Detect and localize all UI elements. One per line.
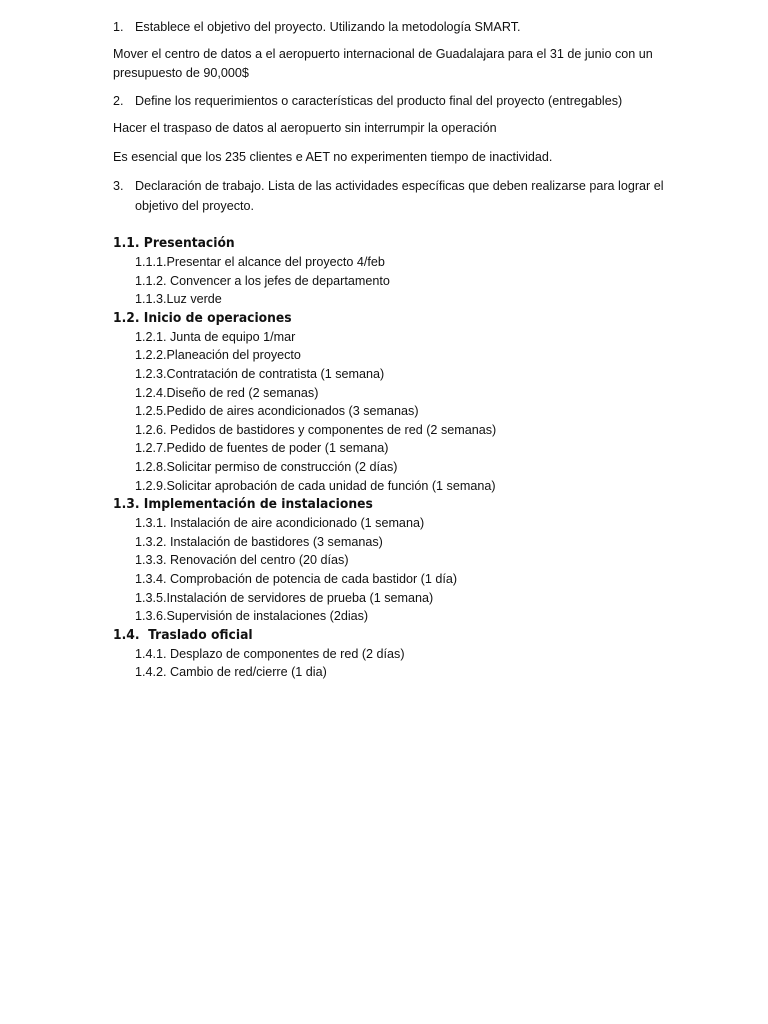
item-number: 3. — [113, 179, 124, 193]
list-item: 1.3.3. Renovación del centro (20 días) — [135, 553, 349, 568]
list-item: 1.4.1. Desplazo de componentes de red (2 días) — [135, 646, 405, 661]
numbered-item-requirements — [113, 91, 673, 111]
list-item: 1.2.5.Pedido de aires acondicionados (3 semanas) — [135, 404, 419, 419]
list-item: 1.2.4.Diseño de red (2 semanas) — [135, 385, 319, 400]
numbered-item-objective — [113, 17, 673, 37]
section-heading-inicio-operaciones: 1.2. Inicio de operaciones — [113, 310, 292, 326]
item-text: Define los requerimientos o características del producto final del proyecto (entregables) — [135, 94, 623, 108]
list-item: 1.3.2. Instalación de bastidores (3 semanas) — [135, 534, 383, 549]
list-item: 1.3.1. Instalación de aire acondicionado (1 semana) — [135, 516, 425, 531]
list-item: 1.2.6. Pedidos de bastidores y componentes de red (2 semanas) — [135, 422, 497, 437]
list-item: 1.2.3.Contratación de contratista (1 semana) — [135, 366, 385, 381]
section-heading-traslado-oficial: 1.4. Traslado oficial — [113, 627, 253, 643]
list-item: 1.1.2. Convencer a los jefes de departamento — [135, 273, 390, 288]
list-item: 1.1.1.Presentar el alcance del proyecto 4/feb — [135, 255, 385, 269]
list-item: 1.2.9.Solicitar aprobación de cada unidad de función (1 semana) — [135, 478, 496, 493]
list-item: 1.4.2. Cambio de red/cierre (1 dia) — [135, 665, 327, 680]
list-item: 1.1.3.Luz verde — [135, 292, 222, 307]
section-heading-presentacion: 1.1. Presentación — [113, 236, 235, 251]
numbered-item-statement-of-work — [113, 176, 673, 216]
item-text: Establece el objetivo del proyecto. Utilizando la metodología SMART. — [135, 20, 521, 34]
wbs-outline — [113, 234, 673, 682]
paragraph-objective-answer: Mover el centro de datos a el aeropuerto internacional de Guadalajara para el 31 de junio con un presupuesto de 90,000$ — [113, 47, 653, 80]
paragraph-requirement-1: Hacer el traspaso de datos al aeropuerto sin interrumpir la operación — [113, 121, 497, 135]
list-item: 1.2.8.Solicitar permiso de construcción (2 días) — [135, 459, 398, 474]
item-number: 2. — [113, 94, 124, 108]
item-text: Declaración de trabajo. Lista de las actividades específicas que deben realizarse para lograr el objetivo del proyecto. — [135, 179, 664, 213]
list-item: 1.3.4. Comprobación de potencia de cada bastidor (1 día) — [135, 571, 458, 586]
paragraph-requirement-2: Es esencial que los 235 clientes e AET no experimenten tiempo de inactividad. — [113, 150, 553, 164]
list-item: 1.2.2.Planeación del proyecto — [135, 348, 301, 363]
list-item: 1.2.7.Pedido de fuentes de poder (1 semana) — [135, 441, 389, 456]
document-page — [113, 14, 673, 682]
list-item: 1.3.6.Supervisión de instalaciones (2dias) — [135, 609, 369, 624]
list-item: 1.2.1. Junta de equipo 1/mar — [135, 329, 296, 344]
list-item: 1.3.5.Instalación de servidores de prueba (1 semana) — [135, 590, 434, 605]
section-heading-implementacion: 1.3. Implementación de instalaciones — [113, 497, 373, 513]
item-number: 1. — [113, 20, 124, 34]
